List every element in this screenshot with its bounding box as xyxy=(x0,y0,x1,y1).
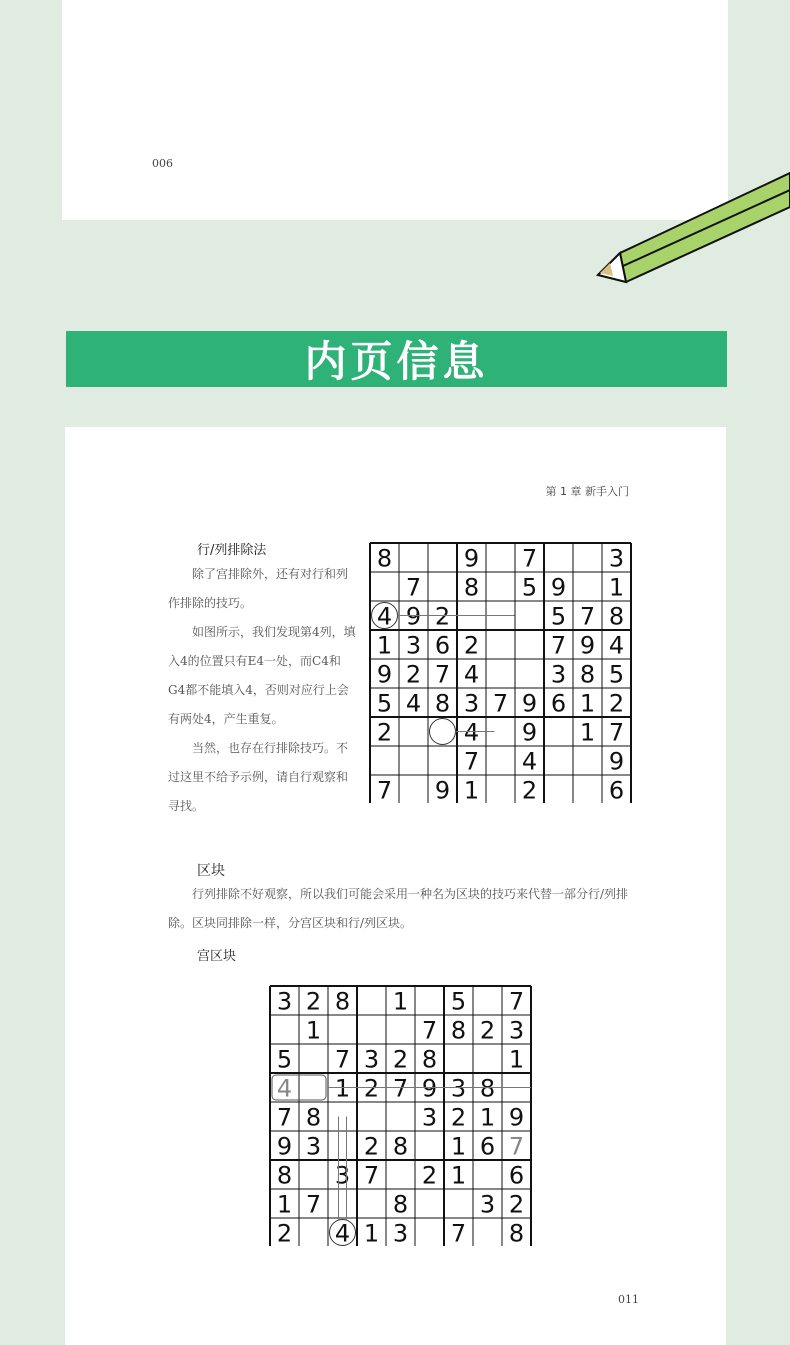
sudoku-digit: 9 xyxy=(405,602,422,631)
sudoku-digit: 1 xyxy=(608,573,625,602)
sudoku-digit: 3 xyxy=(463,689,480,718)
sudoku-digit: 1 xyxy=(579,718,596,747)
sudoku-digit: 8 xyxy=(579,660,596,689)
sudoku-digit: 2 xyxy=(608,689,625,718)
section2-heading: 区块 xyxy=(197,863,225,879)
sudoku-digit: 7 xyxy=(334,1045,351,1074)
sudoku-digit: 1 xyxy=(363,1219,380,1246)
sudoku-digit: 6 xyxy=(434,631,451,660)
sudoku-digit: 9 xyxy=(579,631,596,660)
sudoku-digit: 1 xyxy=(276,1190,293,1219)
sudoku-digit: 7 xyxy=(463,747,480,776)
sudoku-digit: 6 xyxy=(608,776,625,803)
sudoku-digit: 4 xyxy=(276,1074,293,1103)
sudoku-digit: 6 xyxy=(550,689,567,718)
sudoku-digit: 7 xyxy=(305,1190,322,1219)
page-number-top: 006 xyxy=(152,157,173,170)
paragraph: 当然，也存在行排除技巧。不过这里不给予示例，请自行观察和寻找。 xyxy=(168,741,349,813)
sudoku-digit: 9 xyxy=(608,747,625,776)
sudoku-digit: 3 xyxy=(363,1045,380,1074)
paragraph: 如图所示，我们发现第4列，填入4的位置只有E4一处，而C4和G4都不能填入4，否则对应行上会有两处4，产生重复。 xyxy=(168,625,356,726)
sudoku-digit: 2 xyxy=(405,660,422,689)
sudoku-digit: 5 xyxy=(550,602,567,631)
sudoku-digit: 7 xyxy=(608,718,625,747)
sudoku-digit: 7 xyxy=(363,1161,380,1190)
sudoku-digit: 9 xyxy=(508,1103,525,1132)
sudoku-digit: 4 xyxy=(405,689,422,718)
sudoku-digit: 9 xyxy=(463,544,480,573)
sudoku-digit: 8 xyxy=(276,1161,293,1190)
sudoku-digit: 8 xyxy=(305,1103,322,1132)
sudoku-digit: 2 xyxy=(463,631,480,660)
sudoku-digit: 7 xyxy=(550,631,567,660)
sudoku-digit: 8 xyxy=(376,544,393,573)
sudoku-digit: 9 xyxy=(434,776,451,803)
sudoku-digit: 2 xyxy=(305,987,322,1016)
sudoku-digit: 7 xyxy=(492,689,509,718)
sudoku-digit: 5 xyxy=(608,660,625,689)
chapter-header: 第 1 章 新手入门 xyxy=(545,485,629,498)
paragraph: 除了宫排除外，还有对行和列作排除的技巧。 xyxy=(168,567,349,610)
sudoku-digit: 3 xyxy=(508,1016,525,1045)
sudoku-digit: 2 xyxy=(521,776,538,803)
sudoku-digit: 3 xyxy=(405,631,422,660)
sudoku-digit: 4 xyxy=(463,660,480,689)
sudoku-digit: 2 xyxy=(376,718,393,747)
sudoku-digit: 2 xyxy=(450,1103,467,1132)
sudoku-digit: 6 xyxy=(479,1132,496,1161)
sudoku-digit: 1 xyxy=(479,1103,496,1132)
sudoku-digit: 4 xyxy=(521,747,538,776)
sudoku-digit: 5 xyxy=(450,987,467,1016)
sudoku-digit: 9 xyxy=(521,689,538,718)
sudoku-digit: 8 xyxy=(479,1074,496,1103)
sudoku-digit: 1 xyxy=(392,987,409,1016)
page-number-bottom: 011 xyxy=(618,1293,639,1306)
sudoku-digit: 3 xyxy=(392,1219,409,1246)
section1-text xyxy=(168,560,356,821)
sudoku-digit: 9 xyxy=(421,1074,438,1103)
sudoku-digit: 9 xyxy=(376,660,393,689)
sudoku-digit: 7 xyxy=(450,1219,467,1246)
pencil-icon xyxy=(590,165,790,285)
content-page xyxy=(65,427,726,1345)
sudoku-digit: 7 xyxy=(508,1132,525,1161)
sudoku-grid-row-column-elimination xyxy=(368,541,632,803)
sudoku-digit: 7 xyxy=(276,1103,293,1132)
sudoku-digit: 7 xyxy=(421,1016,438,1045)
sudoku-grid-box-block xyxy=(268,984,532,1246)
sudoku-digit: 3 xyxy=(450,1074,467,1103)
sudoku-digit: 9 xyxy=(276,1132,293,1161)
sudoku-digit: 1 xyxy=(305,1016,322,1045)
sudoku-digit: 7 xyxy=(392,1074,409,1103)
sudoku-digit: 2 xyxy=(479,1016,496,1045)
sudoku-digit: 9 xyxy=(550,573,567,602)
sudoku-digit: 8 xyxy=(392,1132,409,1161)
sudoku-digit: 7 xyxy=(521,544,538,573)
sudoku-digit: 3 xyxy=(550,660,567,689)
sudoku-digit: 7 xyxy=(376,776,393,803)
sudoku-digit: 1 xyxy=(450,1161,467,1190)
sudoku-digit: 1 xyxy=(376,631,393,660)
sudoku-digit: 8 xyxy=(421,1045,438,1074)
sudoku-digit: 1 xyxy=(450,1132,467,1161)
sudoku-digit: 8 xyxy=(508,1219,525,1246)
sudoku-digit: 5 xyxy=(521,573,538,602)
sudoku-digit: 2 xyxy=(434,602,451,631)
sudoku-digit: 4 xyxy=(334,1219,351,1246)
sudoku-digit: 8 xyxy=(463,573,480,602)
sudoku-digit: 3 xyxy=(334,1161,351,1190)
banner-title: 内页信息 xyxy=(304,337,489,386)
sudoku-digit: 8 xyxy=(608,602,625,631)
sudoku-digit: 1 xyxy=(334,1074,351,1103)
sudoku-digit: 7 xyxy=(579,602,596,631)
sudoku-digit: 5 xyxy=(276,1045,293,1074)
section2-subheading: 宫区块 xyxy=(197,949,237,964)
sudoku-digit: 5 xyxy=(376,689,393,718)
sudoku-digit: 9 xyxy=(521,718,538,747)
sudoku-digit: 2 xyxy=(392,1045,409,1074)
sudoku-digit: 1 xyxy=(579,689,596,718)
sudoku-digit: 4 xyxy=(376,602,393,631)
sudoku-digit: 2 xyxy=(508,1190,525,1219)
section1-heading: 行/列排除法 xyxy=(197,543,267,558)
highlight-circle xyxy=(430,719,456,745)
sudoku-digit: 2 xyxy=(421,1161,438,1190)
sudoku-digit: 3 xyxy=(608,544,625,573)
sudoku-digit: 1 xyxy=(508,1045,525,1074)
sudoku-digit: 4 xyxy=(608,631,625,660)
sudoku-digit: 8 xyxy=(434,689,451,718)
sudoku-digit: 3 xyxy=(479,1190,496,1219)
sudoku-digit: 8 xyxy=(450,1016,467,1045)
section-banner xyxy=(66,331,727,387)
sudoku-digit: 8 xyxy=(334,987,351,1016)
sudoku-digit: 3 xyxy=(421,1103,438,1132)
sudoku-digit: 2 xyxy=(363,1132,380,1161)
sudoku-digit: 7 xyxy=(508,987,525,1016)
paragraph: 行列排除不好观察，所以我们可能会采用一种名为区块的技巧来代替一部分行/列排除。区块同排除一样，分宫区块和行/列区块。 xyxy=(168,887,629,930)
sudoku-digit: 2 xyxy=(363,1074,380,1103)
sudoku-digit: 1 xyxy=(463,776,480,803)
sudoku-digit: 6 xyxy=(508,1161,525,1190)
sudoku-digit: 7 xyxy=(405,573,422,602)
sudoku-digit: 4 xyxy=(463,718,480,747)
sudoku-digit: 2 xyxy=(276,1219,293,1246)
sudoku-digit: 7 xyxy=(434,660,451,689)
section2-text xyxy=(168,880,630,938)
sudoku-digit: 8 xyxy=(392,1190,409,1219)
sudoku-digit: 3 xyxy=(305,1132,322,1161)
sudoku-digit: 3 xyxy=(276,987,293,1016)
